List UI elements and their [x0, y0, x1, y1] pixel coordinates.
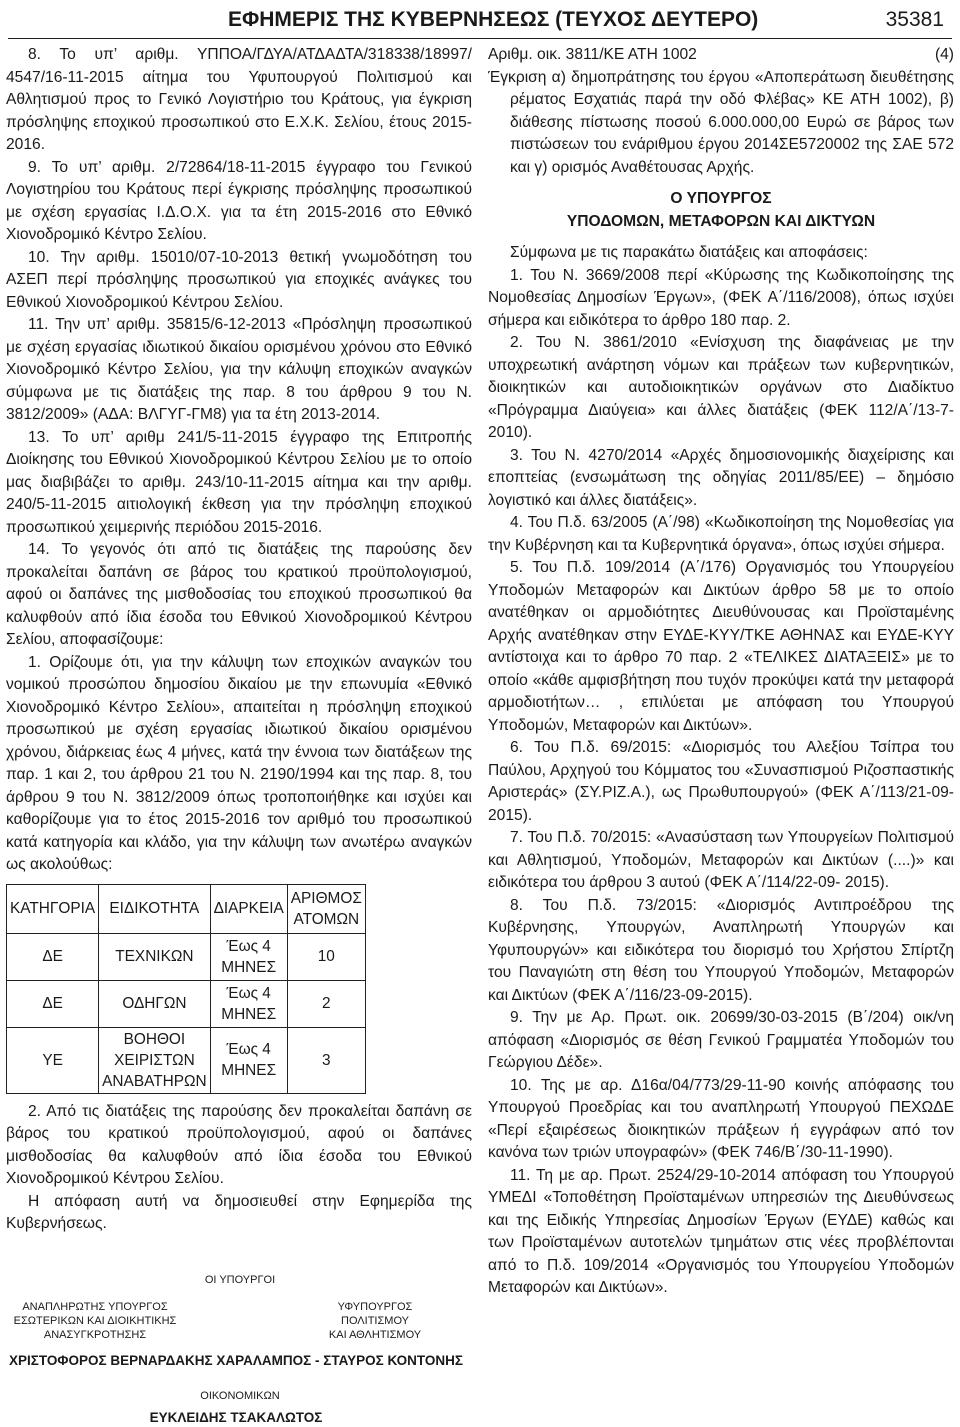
- staff-table: [6, 884, 366, 1094]
- provision-item: 2. Του Ν. 3861/2010 «Ενίσχυση της διαφάνειας με την υποχρεωτική ανάρτηση νόμων και πράξεων των κυβερνητικών, διοικητικών και αυτοδιοικητικών οργάνων στο Διαδίκτυο «Πρόγραμμα Διαύγεια» και άλλες διατάξεις (ΦΕΚ 112/Α΄/13-7-2010).: [488, 334, 954, 441]
- publication-order: Η απόφαση αυτή να δημοσιευθεί στην Εφημερίδα της Κυβερνήσεως.: [6, 1192, 472, 1232]
- table-cell: ΤΕΧΝΙΚΩΝ: [99, 933, 210, 980]
- recital-8: 8. Το υπ’ αριθμ. ΥΠΠΟΑ/ΓΔΥΑ/ΑΤΔΑΔΤΑ/318338/18997/ 4547/16-11-2015 αίτημα του Υφυπουργού Πολιτισμού και Αθλητισμού προς το Γενικό Λογιστήριο του Κράτους, για έγκριση πρόσληψης εποχικού προσωπικού στο Ε.Χ.Κ. Σελίου, έτους 2015-2016.: [6, 46, 472, 153]
- table-cell: 10: [287, 933, 365, 980]
- finance-minister-name: ΕΥΚΛΕΙΔΗΣ ΤΣΑΚΑΛΩΤΟΣ: [149, 1410, 323, 1425]
- recital-13: 13. Το υπ’ αριθμ 241/5-11-2015 έγγραφο της Επιτροπής Διοίκησης του Εθνικού Χιονοδρομικού Κέντρου Σελίου με το οποίο μας διαβιβάζει το αριθμ. 243/10-11-2015 αίτημα και την αριθμ. 240/5-11-2015 αιτιολογική έκθεση για την πρόσληψη εποχικού προσωπικού χειμερινής περιόδου 2015-2016.: [6, 428, 472, 536]
- recital-10: 10. Την αριθμ. 15010/07-10-2013 θετική γνωμοδότηση του ΑΣΕΠ περί πρόσληψης προσωπικού για εποχικές ανάγκες του Εθνικού Χιονοδρομικού Κέντρου Σελίου.: [6, 248, 472, 311]
- table-cell: Έως 4 ΜΗΝΕΣ: [210, 980, 287, 1027]
- page-number: 35381: [885, 8, 944, 31]
- table-header-cell: ΚΑΤΗΓΟΡΙΑ: [7, 884, 99, 933]
- table-cell: ΟΔΗΓΩΝ: [99, 980, 210, 1027]
- provision-item: 5. Του Π.δ. 109/2014 (Α΄/176) Οργανισμός του Υπουργείου Υποδομών Μεταφορών και Δικτύων άρθρο 58 με το οποίο ανατέθηκαν οι αρμοδιότητες Διευθύνουσας και Προϊσταμένης Αρχής ανατέθηκαν στην ΕΥΔΕ-ΚΥΥ/ΤΚΕ ΑΘΗΝΑΣ και ΕΥΔΕ-ΚΥΥ αντίστοιχα και το άρθρο 70 παρ. 2 «ΤΕΛΙΚΕΣ ΔΙΑΤΑΞΕΙΣ» με το οποίο «κάθε αμφισβήτηση που τυχόν προκύψει κατά την μεταφορά αρμοδιοτήτων… , επιλύεται με απόφαση του Υπουργού Υποδομών, Μεταφορών και Δικτύων».: [488, 559, 954, 734]
- table-row: [7, 1027, 366, 1093]
- page-header: [8, 4, 952, 36]
- signatory-right-title: ΥΦΥΠΟΥΡΓΟΣ ΠΟΛΙΤΙΣΜΟΥ ΚΑΙ ΑΘΛΗΤΙΣΜΟΥ: [328, 1301, 422, 1341]
- decision-1: 1. Ορίζουμε ότι, για την κάλυψη των εποχικών αναγκών του νομικού προσώπου δημοσίου δικαίου με την επωνυμία «Εθνικό Χιονοδρομικό Κέντρο Σελίου», απαιτείται η πρόσληψη εποχικού προσωπικού με σχέση εργασίας ιδιωτικού δικαίου ορισμένου χρόνου, διάρκειας έως 4 μήνες, κατά την έννοια των διατάξεων της παρ. 1 και 2, του άρθρου 21 του Ν. 2190/1994 και της παρ. 8, του άρθρου 9 του Ν. 3812/2009 όπως τροποποιήθηκε και ισχύει και καθορίζουμε για το έτος 2015-2016 τον αριθμό του προσωπικού κατά κατηγορία και κλάδο, για την κάλυψη των ανωτέρω αναγκών ως ακολούθως:: [6, 653, 472, 873]
- ministers-title: ΟΙ ΥΠΟΥΡΓΟΙ: [204, 1274, 276, 1286]
- recital-11: 11. Την υπ’ αριθμ. 35815/6-12-2013 «Πρόσληψη προσωπικού με σχέση εργασίας ιδιωτικού δικαίου ορισμένου χρόνου στο Εθνικό Χιονοδρομικό Κέντρο Σελίου, για την κάλυψη εποχικών αναγκών σύμφωνα με τις διατάξεις της παρ. 8 του άρθρου 9 του Ν. 3812/2009» (ΑΔΑ: ΒΛΓΥΓ-ΓΜ8) για τα έτη 2013-2014.: [6, 316, 472, 423]
- provision-item: 10. Της με αρ. Δ16α/04/773/29-11-90 κοινής απόφασης του Υπουργού Προεδρίας και του αναπληρωτή Υπουργού ΠΕΧΩΔΕ «Περί εξαιρέσεως διοικητικών πράξεων ή εγγράφων από τον κανόνα των τριών υπογραφών» (ΦΕΚ 746/Β΄/30-11-1990).: [488, 1076, 954, 1161]
- table-cell: 3: [287, 1027, 365, 1093]
- table-row: [7, 933, 366, 980]
- table-header-cell: ΕΙΔΙΚΟΤΗΤΑ: [99, 884, 210, 933]
- recital-9: 9. Το υπ’ αριθμ. 2/72864/18-11-2015 έγγραφο του Γενικού Λογιστηρίου του Κράτους περί έγκρισης πρόσληψης προσωπικού με σχέση εργασίας Ι.Δ.Ο.Χ. για τα έτη 2015-2016 στο Εθνικό Χιονοδρομικό Κέντρο Σελίου.: [6, 158, 472, 243]
- table-cell: Έως 4 ΜΗΝΕΣ: [210, 933, 287, 980]
- table-row: [7, 980, 366, 1027]
- provision-item: 9. Την με Αρ. Πρωτ. οικ. 20699/30-03-2015 (Β΄/204) οικ/νη απόφαση «Διορισμός σε θέση Γενικού Γραμματέα Υποδομών του Γεώργιου Δέδε».: [488, 1009, 954, 1071]
- provision-item: 1. Του Ν. 3669/2008 περί «Κύρωσης της Κωδικοποίησης της Νομοθεσίας Δημοσίων Έργων», (ΦΕΚ Α΄/116/2008), όπως ισχύει σήμερα και ειδικότερα το άρθρο 180 παρ. 2.: [488, 266, 954, 329]
- left-column: [6, 44, 472, 1422]
- ministry-heading: ΥΠΟΔΟΜΩΝ, ΜΕΤΑΦΟΡΩΝ ΚΑΙ ΔΙΚΤΥΩΝ: [566, 212, 876, 230]
- table-header-cell: ΔΙΑΡΚΕΙΑ: [210, 884, 287, 933]
- table-header-row: [7, 884, 366, 933]
- decision-reference: [488, 44, 954, 67]
- decision-subject: Έγκριση α) δημοπράτησης του έργου «Αποπεράτωση διευθέτησης ρέματος Εσχατιάς παρά την οδό Φλέβας» ΚΕ ΑΤΗ 1002), β) διάθεσης πίστωσης ποσού 6.000.000,00 Ευρώ σε βάρος των πιστώσεων του ενάριθμου έργου 2014ΣΕ5720002 της ΣΑΕ 572 και γ) ορισμός Αναθέτουσας Αρχής.: [488, 68, 954, 176]
- finance-minister-title: ΟΙΚΟΝΟΜΙΚΩΝ: [200, 1390, 280, 1402]
- provision-item: 8. Του Π.δ. 73/2015: «Διορισμός Αντιπροέδρου της Κυβέρνησης, Υπουργών, Αναπληρωτή Υπουργών και Υφυπουργών» και ειδικότερα του διορισμό του Χρήστου Σπίρτζη του Παναγιώτη στη θέση του Υπουργού Υποδομών, Μεταφορών και Δικτύων (ΦΕΚ Α΄/116/23-09-2015).: [488, 896, 954, 1004]
- gazette-title: ΕΦΗΜΕΡΙΣ ΤΗΣ ΚΥΒΕΡΝΗΣΕΩΣ (ΤΕΥΧΟΣ ΔΕΥΤΕΡΟ): [228, 8, 759, 31]
- provision-item: 3. Του Ν. 4270/2014 «Αρχές δημοσιονομικής διαχείρισης και εποπτείας (ενσωμάτωση της οδηγίας 2011/85/ΕΕ) – δημόσιο λογιστικό και άλλες διατάξεις».: [488, 446, 954, 509]
- signatory-names: ΧΡΙΣΤΟΦΟΡΟΣ ΒΕΡΝΑΡΔΑΚΗΣ ΧΑΡΑΛΑΜΠΟΣ - ΣΤΑΥΡΟΣ ΚΟΝΤΟΝΗΣ: [9, 1353, 463, 1368]
- signatory-left-title: ΑΝΑΠΛΗΡΩΤΗΣ ΥΠΟΥΡΓΟΣ ΕΣΩΤΕΡΙΚΩΝ ΚΑΙ ΔΙΟΙΚΗΤΙΚΗΣ ΑΝΑΣΥΓΚΡΟΤΗΣΗΣ: [13, 1301, 177, 1341]
- minister-heading: Ο ΥΠΟΥΡΓΟΣ: [670, 190, 772, 207]
- recital-14: 14. Το γεγονός ότι από τις διατάξεις της παρούσης δεν προκαλείται δαπάνη σε βάρος του κρατικού προϋπολογισμού, αφού οι δαπάνες της μισθοδοσίας του εποχικού προσωπικού θα καλυφθούν από ίδια έσοδα του Εθνικού Χιονοδρομικού Κέντρου Σελίου, αποφασίζουμε:: [6, 541, 472, 648]
- table-cell: 2: [287, 980, 365, 1027]
- decision-2: 2. Από τις διατάξεις της παρούσης δεν προκαλείται δαπάνη σε βάρος του κρατικού προϋπολογισμού, αφού οι δαπάνες μισθοδοσίας θα καλυφθούν από ίδια έσοδα του Εθνικού Χιονοδρομικού Κέντρου Σελίου.: [6, 1102, 472, 1187]
- right-column: [488, 44, 954, 1422]
- table-cell: ΔΕ: [7, 933, 99, 980]
- table-header-cell: ΑΡΙΘΜΟΣ ΑΤΟΜΩΝ: [287, 884, 365, 933]
- reference-number: Αριθμ. οικ. 3811/ΚΕ ΑΤΗ 1002: [488, 46, 697, 63]
- table-cell: ΥΕ: [7, 1027, 99, 1093]
- provision-item: 6. Του Π.δ. 69/2015: «Διορισμός του Αλεξίου Τσίπρα του Παύλου, Αρχηγού του Κόμματος του «Συνασπισμού Ριζοσπαστικής Αριστεράς» (ΣΥ.ΡΙΖ.Α.), ως Πρωθυπουργού» (ΦΕΚ Α΄/113/21-09-2015).: [488, 739, 954, 824]
- table-cell: ΔΕ: [7, 980, 99, 1027]
- table-cell: Έως 4 ΜΗΝΕΣ: [210, 1027, 287, 1093]
- provision-item: 4. Του Π.δ. 63/2005 (Α΄/98) «Κωδικοποίηση της Νομοθεσίας για την Κυβέρνηση και τα Κυβερνητικά όργανα», όπως ισχύει σήμερα.: [488, 514, 954, 554]
- header-rule: [8, 38, 952, 39]
- reference-tag: (4): [934, 46, 954, 63]
- table-cell: ΒΟΗΘΟΙ ΧΕΙΡΙΣΤΩΝ ΑΝΑΒΑΤΗΡΩΝ: [99, 1027, 210, 1093]
- provisions-intro: Σύμφωνα με τις παρακάτω διατάξεις και αποφάσεις:: [510, 244, 868, 261]
- provision-item: 11. Τη με αρ. Πρωτ. 2524/29-10-2014 απόφαση του Υπουργού ΥΜΕΔΙ «Τοποθέτηση Προϊσταμένων υπηρεσιών της Διευθύνσεως και της Ειδικής Υπηρεσίας Δημοσίων Έργων (ΕΥΔΕ) καθώς και των Προϊσταμένων αυτοτελών τμημάτων στις νέες προβλέπονται από το Π.δ. 109/2014 «Οργανισμός του Υπουργείου Υποδομών Μεταφορών και Δικτύων».: [488, 1166, 954, 1296]
- provision-item: 7. Του Π.δ. 70/2015: «Ανασύσταση των Υπουργείων Πολιτισμού και Αθλητισμού, Υποδομών, Μεταφορών και Δικτύων (....)» και ειδικότερα του άρθρου 3 αυτού (ΦΕΚ Α΄/114/22-09- 2015).: [488, 829, 954, 891]
